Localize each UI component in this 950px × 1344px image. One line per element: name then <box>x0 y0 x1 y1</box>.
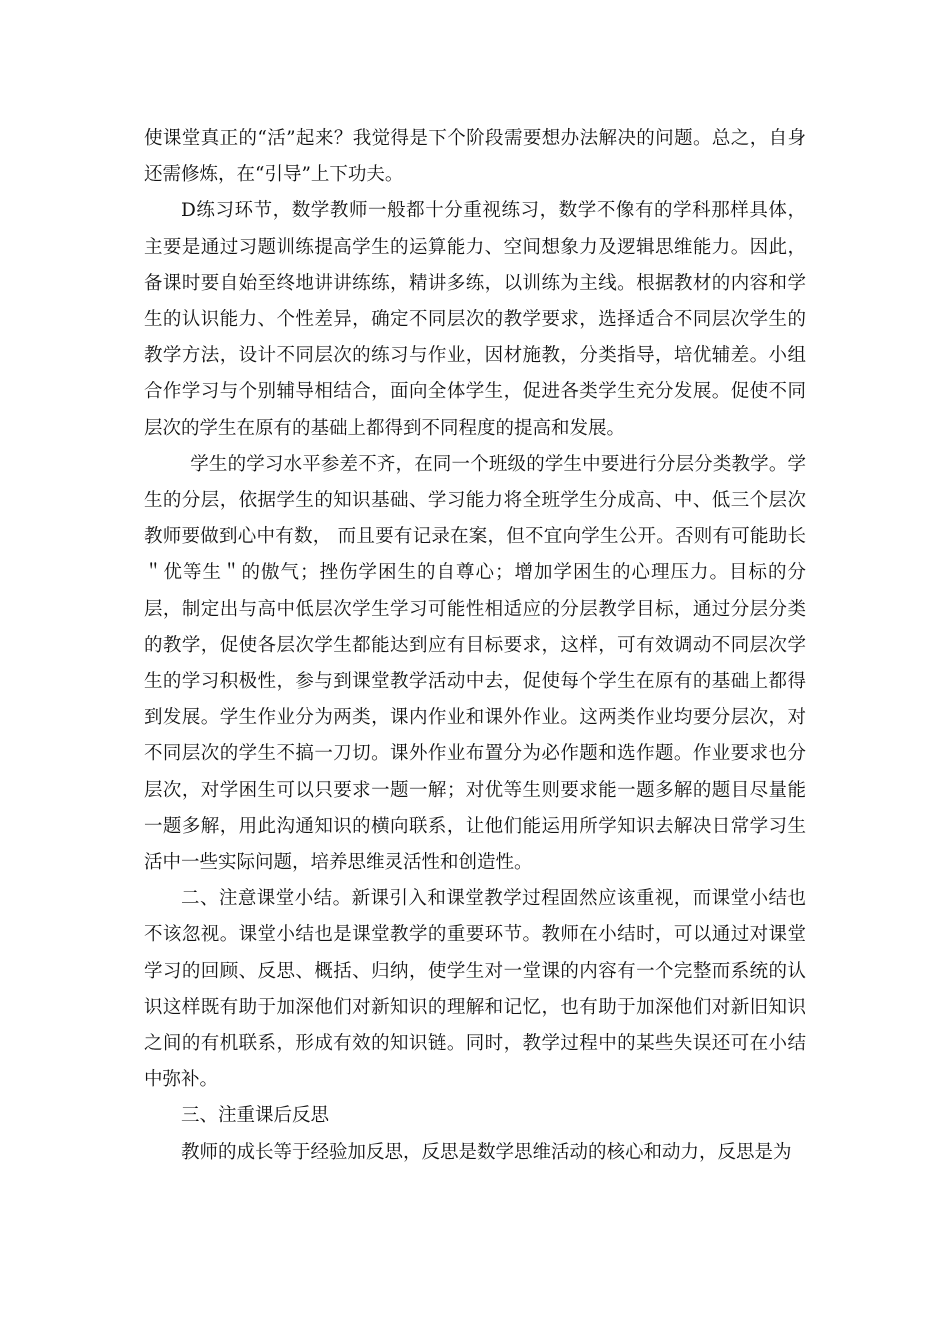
paragraph-practice-section: D练习环节，数学教师一般都十分重视练习，数学不像有的学科那样具体，主要是通过习题训练提高学生的运算能力、空间想象力及逻辑思维能力。因此，备课时要自始至终地讲讲练练，精讲多练，以训练为主线。根据教材的内容和学生的认识能力、个性差异，确定不同层次的教学要求，选择适合不同层次学生的教学方法，设计不同层次的练习与作业，因材施教，分类指导，培优辅差。小组合作学习与个别辅导相结合，面向全体学生，促进各类学生充分发展。促使不同层次的学生在原有的基础上都得到不同程度的提高和发展。 <box>144 200 806 439</box>
document-body <box>144 121 806 1171</box>
paragraph-continuation: 使课堂真正的“活”起来？我觉得是下个阶段需要想办法解决的问题。总之，自身还需修炼，在“引导”上下功夫。 <box>144 128 806 186</box>
paragraph-layered-teaching: 学生的学习水平参差不齐，在同一个班级的学生中要进行分层分类教学。学生的分层，依据学生的知识基础、学习能力将全班学生分成高、中、低三个层次教师要做到心中有数， 而且要有记录在案，但不宜向学生公开。否则有可能助长＂优等生＂的傲气；挫伤学困生的自尊心；增加学困生的心理压力。目标的分层，制定出与高中低层次学生学习可能性相适应的分层教学目标，通过分层分类的教学，促使各层次学生都能达到应有目标要求，这样，可有效调动不同层次学生的学习积极性，参与到课堂教学活动中去，促使每个学生在原有的基础上都得到发展。学生作业分为两类，课内作业和课外作业。这两类作业均要分层次，对不同层次的学生不搞一刀切。课外作业布置分为必作题和选作题。作业要求也分层次，对学困生可以只要求一题一解；对优等生则要求能一题多解的题目尽量能一题多解，用此沟通知识的横向联系，让他们能运用所学知识去解决日常学习生活中一些实际问题，培养思维灵活性和创造性。 <box>144 453 806 874</box>
section-heading-reflection: 三、注重课后反思 <box>181 1105 330 1127</box>
paragraph-reflection: 教师的成长等于经验加反思，反思是数学思维活动的核心和动力，反思是为 <box>181 1141 792 1163</box>
paragraph-class-summary: 二、注意课堂小结。新课引入和课堂教学过程固然应该重视，而课堂小结也不该忽视。课堂小结也是课堂教学的重要环节。教师在小结时，可以通过对课堂学习的回顾、反思、概括、归纳，使学生对一堂课的内容有一个完整而系统的认识这样既有助于加深他们对新知识的理解和记忆，也有助于加深他们对新旧知识之间的有机联系，形成有效的知识链。同时，教学过程中的某些失误还可在小结中弥补。 <box>144 888 806 1091</box>
